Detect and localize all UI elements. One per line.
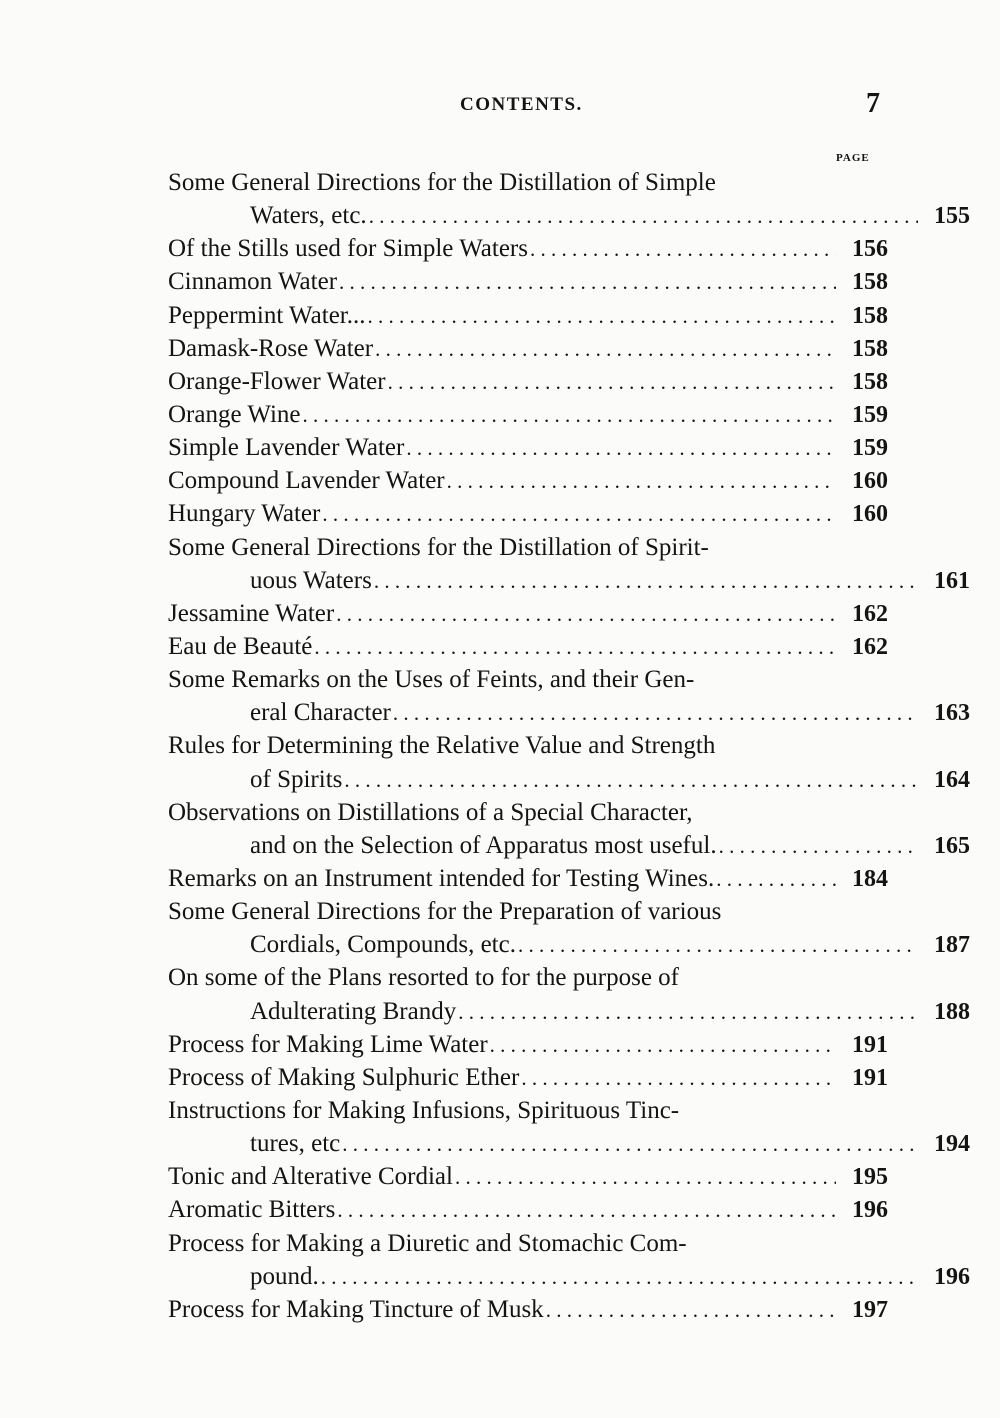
toc-entry-title: Adulterating Brandy <box>250 997 457 1025</box>
toc-entry-title: Observations on Distillations of a Special Character, <box>168 798 693 826</box>
toc-entry-line <box>168 464 888 497</box>
toc-page-number: 159 <box>852 401 888 428</box>
toc-page-number: 197 <box>852 1296 888 1323</box>
toc-entry <box>168 862 888 895</box>
toc-entry <box>168 1293 888 1326</box>
toc-entry-title: Waters, etc. <box>250 202 367 230</box>
toc-entry-title: Orange Wine <box>168 400 301 428</box>
toc-entry-continuation <box>168 995 970 1028</box>
toc-entry-title: Some General Directions for the Preparation of various <box>168 898 722 926</box>
toc-page-number: 194 <box>934 1131 970 1158</box>
dot-leader <box>336 598 836 631</box>
toc-entry <box>168 431 888 464</box>
toc-page-number: 163 <box>934 700 970 727</box>
toc-entry-title: tures, etc <box>250 1130 341 1158</box>
dot-leader <box>393 697 918 730</box>
running-head <box>0 88 1000 122</box>
toc-entry <box>168 299 888 332</box>
table-of-contents <box>168 166 970 1326</box>
toc-entry-title: Rules for Determining the Relative Value and Strength <box>168 732 716 760</box>
toc-entry-continuation <box>168 928 970 961</box>
dot-leader <box>458 996 918 1029</box>
toc-entry-title: Damask-Rose Water <box>168 334 374 362</box>
toc-entry <box>168 464 888 497</box>
toc-page-number: 165 <box>934 832 970 859</box>
toc-entry-title: Cordials, Compounds, etc. <box>250 931 516 959</box>
toc-page-number: 187 <box>934 932 970 959</box>
toc-entry <box>168 166 970 232</box>
toc-entry-line <box>168 1094 832 1127</box>
toc-entry-line <box>168 365 888 398</box>
dot-leader <box>716 863 836 896</box>
toc-page-number: 158 <box>852 302 888 329</box>
toc-entry-title: Jessamine Water <box>168 599 335 627</box>
dot-leader <box>447 465 836 498</box>
dot-leader <box>369 200 918 233</box>
dot-leader <box>455 1161 836 1194</box>
toc-entry <box>168 1227 970 1293</box>
toc-page-number: 164 <box>934 766 970 793</box>
toc-entry-title: pound. <box>250 1262 319 1290</box>
dot-leader <box>368 300 837 333</box>
toc-entry-title: Process for Making Lime Water <box>168 1030 488 1058</box>
toc-entry-line <box>168 1061 888 1094</box>
dot-leader <box>321 1261 918 1294</box>
toc-entry-continuation <box>168 564 970 597</box>
toc-page-number: 159 <box>852 435 888 462</box>
toc-page-number: 188 <box>934 998 970 1025</box>
toc-entry-continuation <box>168 763 970 796</box>
toc-entry-title: Simple Lavender Water <box>168 434 405 462</box>
toc-entry-title: Compound Lavender Water <box>168 467 445 495</box>
toc-page-number: 158 <box>852 335 888 362</box>
toc-entry-title: On some of the Plans resorted to for the purpose of <box>168 964 679 992</box>
toc-entry-line <box>168 1293 888 1326</box>
toc-entry-line <box>168 398 888 431</box>
toc-entry-line <box>168 1227 832 1260</box>
toc-page-number: 191 <box>852 1031 888 1058</box>
toc-entry-line <box>168 497 888 530</box>
toc-entry-line <box>168 630 888 663</box>
toc-entry-title: and on the Selection of Apparatus most useful. <box>250 831 717 859</box>
toc-page-number: 196 <box>934 1263 970 1290</box>
toc-entry-line <box>168 796 832 829</box>
toc-page-number: 158 <box>852 368 888 395</box>
toc-page-number: 184 <box>852 865 888 892</box>
toc-entry-line <box>168 431 888 464</box>
toc-entry-line <box>168 232 888 265</box>
toc-entry-title: Process for Making Tincture of Musk <box>168 1295 544 1323</box>
toc-entry-title: Of the Stills used for Simple Waters <box>168 235 528 263</box>
toc-entry <box>168 265 888 298</box>
dot-leader <box>375 333 836 366</box>
toc-entry <box>168 1061 888 1094</box>
toc-entry-continuation <box>168 1127 970 1160</box>
toc-page-number: 161 <box>934 567 970 594</box>
toc-entry <box>168 796 970 862</box>
toc-entry-continuation <box>168 696 970 729</box>
toc-entry-title: Process of Making Sulphuric Ether <box>168 1063 520 1091</box>
toc-page-number: 162 <box>852 600 888 627</box>
toc-entry <box>168 497 888 530</box>
page-number: 7 <box>866 88 880 119</box>
toc-entry-title: Aromatic Bitters <box>168 1196 336 1224</box>
toc-entry-continuation <box>168 829 970 862</box>
toc-entry-line <box>168 1160 888 1193</box>
toc-entry-line <box>168 1028 888 1061</box>
page-column-label: PAGE <box>836 152 870 164</box>
dot-leader <box>530 233 836 266</box>
toc-entry-title: Tonic and Alterative Cordial <box>168 1163 453 1191</box>
toc-entry <box>168 630 888 663</box>
dot-leader <box>344 764 918 797</box>
toc-entry <box>168 597 888 630</box>
toc-entry <box>168 663 970 729</box>
toc-entry-title: uous Waters <box>250 566 372 594</box>
toc-entry-line <box>168 597 888 630</box>
toc-entry-line <box>168 299 888 332</box>
toc-entry-title: eral Character <box>250 699 391 727</box>
toc-page-number: 156 <box>852 236 888 263</box>
dot-leader <box>339 266 836 299</box>
dot-leader <box>719 830 918 863</box>
toc-entry-title: Eau de Beauté <box>168 632 313 660</box>
toc-entry <box>168 729 970 795</box>
toc-page-number: 155 <box>934 203 970 230</box>
toc-page-number: 195 <box>852 1164 888 1191</box>
toc-page-number: 162 <box>852 633 888 660</box>
toc-entry-line <box>168 332 888 365</box>
toc-page-number: 160 <box>852 468 888 495</box>
toc-entry-title: Peppermint Water... <box>168 301 366 329</box>
dot-leader <box>521 1062 836 1095</box>
toc-entry-line <box>168 1193 888 1226</box>
dot-leader <box>303 399 836 432</box>
toc-entry-line <box>168 265 888 298</box>
toc-entry <box>168 1028 888 1061</box>
dot-leader <box>490 1029 836 1062</box>
dot-leader <box>337 1194 836 1227</box>
dot-leader <box>342 1128 918 1161</box>
toc-entry-line <box>168 961 832 994</box>
dot-leader <box>322 498 836 531</box>
dot-leader <box>406 432 836 465</box>
toc-entry-title: Some Remarks on the Uses of Feints, and their Gen- <box>168 666 695 694</box>
toc-entry-continuation <box>168 1260 970 1293</box>
toc-entry-title: Process for Making a Diuretic and Stomachic Com- <box>168 1229 687 1257</box>
toc-entry-title: Hungary Water <box>168 500 321 528</box>
running-title: CONTENTS. <box>460 94 583 115</box>
toc-entry-title: Some General Directions for the Distillation of Spirit- <box>168 533 709 561</box>
toc-entry-title: Some General Directions for the Distillation of Simple <box>168 169 716 196</box>
toc-entry-title: Instructions for Making Infusions, Spirituous Tinc- <box>168 1096 680 1124</box>
toc-entry-line <box>168 166 832 199</box>
toc-entry <box>168 961 970 1027</box>
toc-page-number: 196 <box>852 1197 888 1224</box>
toc-entry <box>168 365 888 398</box>
toc-entry <box>168 531 970 597</box>
dot-leader <box>388 366 836 399</box>
toc-page-number: 158 <box>852 269 888 296</box>
toc-page-number: 160 <box>852 501 888 528</box>
toc-entry-title: Remarks on an Instrument intended for Testing Wines. <box>168 864 715 892</box>
dot-leader <box>546 1294 836 1327</box>
toc-entry-title: of Spirits <box>250 765 343 793</box>
toc-entry-title: Cinnamon Water <box>168 268 338 296</box>
toc-entry-line <box>168 862 888 895</box>
toc-entry-line <box>168 531 832 564</box>
toc-entry <box>168 895 970 961</box>
toc-entry <box>168 398 888 431</box>
toc-entry <box>168 232 888 265</box>
toc-entry <box>168 1160 888 1193</box>
toc-entry <box>168 1193 888 1226</box>
toc-entry <box>168 1094 970 1160</box>
toc-entry-title: Orange-Flower Water <box>168 367 386 395</box>
toc-entry-line <box>168 895 832 928</box>
dot-leader <box>518 929 918 962</box>
dot-leader <box>314 631 836 664</box>
toc-entry-line <box>168 729 832 762</box>
toc-entry-continuation <box>168 199 970 232</box>
toc-entry-line <box>168 663 832 696</box>
toc-page-number: 191 <box>852 1064 888 1091</box>
dot-leader <box>374 565 918 598</box>
toc-entry <box>168 332 888 365</box>
